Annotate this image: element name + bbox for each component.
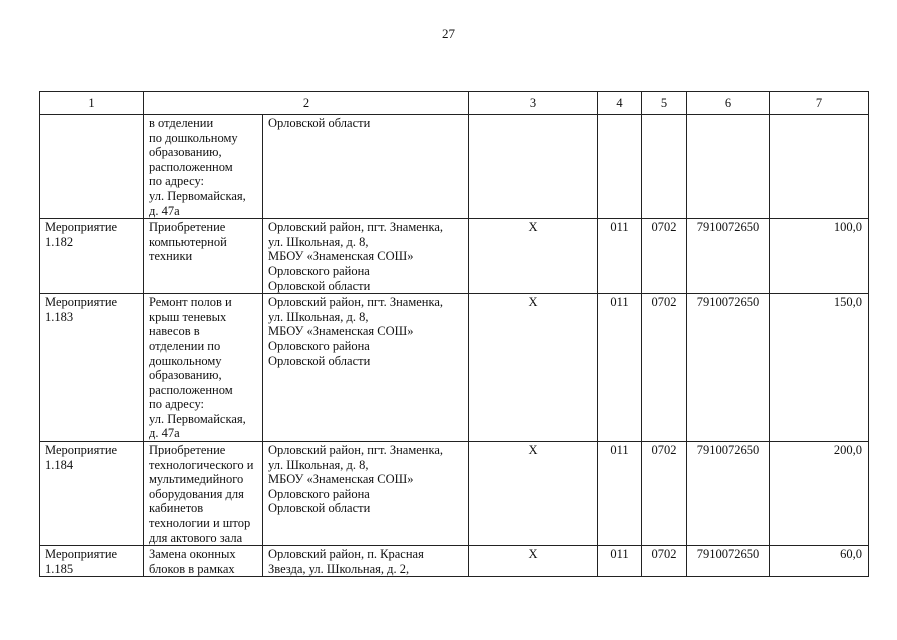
header-cell-6: 6 <box>687 92 770 115</box>
header-cell-7: 7 <box>770 92 869 115</box>
col6-cell <box>687 115 770 219</box>
event-cell <box>40 115 144 219</box>
amount-cell: 60,0 <box>770 546 869 577</box>
col4-cell: 011 <box>598 219 642 294</box>
col4-cell: 011 <box>598 294 642 442</box>
table-row <box>40 115 869 219</box>
event-name-cell: Замена оконных блоков в рамках <box>144 546 263 577</box>
event-name-cell: Приобретение компьютерной техники <box>144 219 263 294</box>
event-cell: Мероприятие 1.183 <box>40 294 144 442</box>
address-cell: Орловский район, п. Красная Звезда, ул. Школьная, д. 2, <box>263 546 469 577</box>
col5-cell <box>642 115 687 219</box>
address-cell: Орловский район, пгт. Знаменка, ул. Школьная, д. 8, МБОУ «Знаменская СОШ» Орловского района Орловской области <box>263 219 469 294</box>
header-cell-2: 2 <box>144 92 469 115</box>
col5-cell: 0702 <box>642 219 687 294</box>
col5-cell: 0702 <box>642 546 687 577</box>
col3-cell: X <box>469 442 598 546</box>
col4-cell: 011 <box>598 546 642 577</box>
page-number: 27 <box>442 26 455 41</box>
table-row <box>40 442 869 546</box>
col4-cell: 011 <box>598 442 642 546</box>
col6-cell: 7910072650 <box>687 219 770 294</box>
col4-cell <box>598 115 642 219</box>
event-cell: Мероприятие 1.185 <box>40 546 144 577</box>
col3-cell: X <box>469 546 598 577</box>
table-row <box>40 219 869 294</box>
address-cell: Орловский район, пгт. Знаменка, ул. Школьная, д. 8, МБОУ «Знаменская СОШ» Орловского района Орловской области <box>263 294 469 442</box>
header-cell-3: 3 <box>469 92 598 115</box>
event-name-cell: в отделении по дошкольному образованию, расположенном по адресу: ул. Первомайская, д. 47а <box>144 115 263 219</box>
col6-cell: 7910072650 <box>687 442 770 546</box>
header-cell-4: 4 <box>598 92 642 115</box>
amount-cell <box>770 115 869 219</box>
amount-cell: 200,0 <box>770 442 869 546</box>
col3-cell: X <box>469 219 598 294</box>
amount-cell: 100,0 <box>770 219 869 294</box>
event-name-cell: Приобретение технологического и мультимедийного оборудования для кабинетов технологии и штор для актового зала <box>144 442 263 546</box>
table-header-row <box>40 92 869 115</box>
col6-cell: 7910072650 <box>687 294 770 442</box>
event-name-cell: Ремонт полов и крыш теневых навесов в отделении по дошкольному образованию, расположенном по адресу: ул. Первомайская, д. 47а <box>144 294 263 442</box>
col5-cell: 0702 <box>642 442 687 546</box>
event-cell: Мероприятие 1.184 <box>40 442 144 546</box>
table-row <box>40 546 869 577</box>
header-cell-1: 1 <box>40 92 144 115</box>
event-cell: Мероприятие 1.182 <box>40 219 144 294</box>
col3-cell <box>469 115 598 219</box>
col5-cell: 0702 <box>642 294 687 442</box>
header-cell-5: 5 <box>642 92 687 115</box>
col3-cell: X <box>469 294 598 442</box>
table-row <box>40 294 869 442</box>
address-cell: Орловский район, пгт. Знаменка, ул. Школьная, д. 8, МБОУ «Знаменская СОШ» Орловского района Орловской области <box>263 442 469 546</box>
col6-cell: 7910072650 <box>687 546 770 577</box>
amount-cell: 150,0 <box>770 294 869 442</box>
budget-table <box>39 91 869 577</box>
address-cell: Орловской области <box>263 115 469 219</box>
